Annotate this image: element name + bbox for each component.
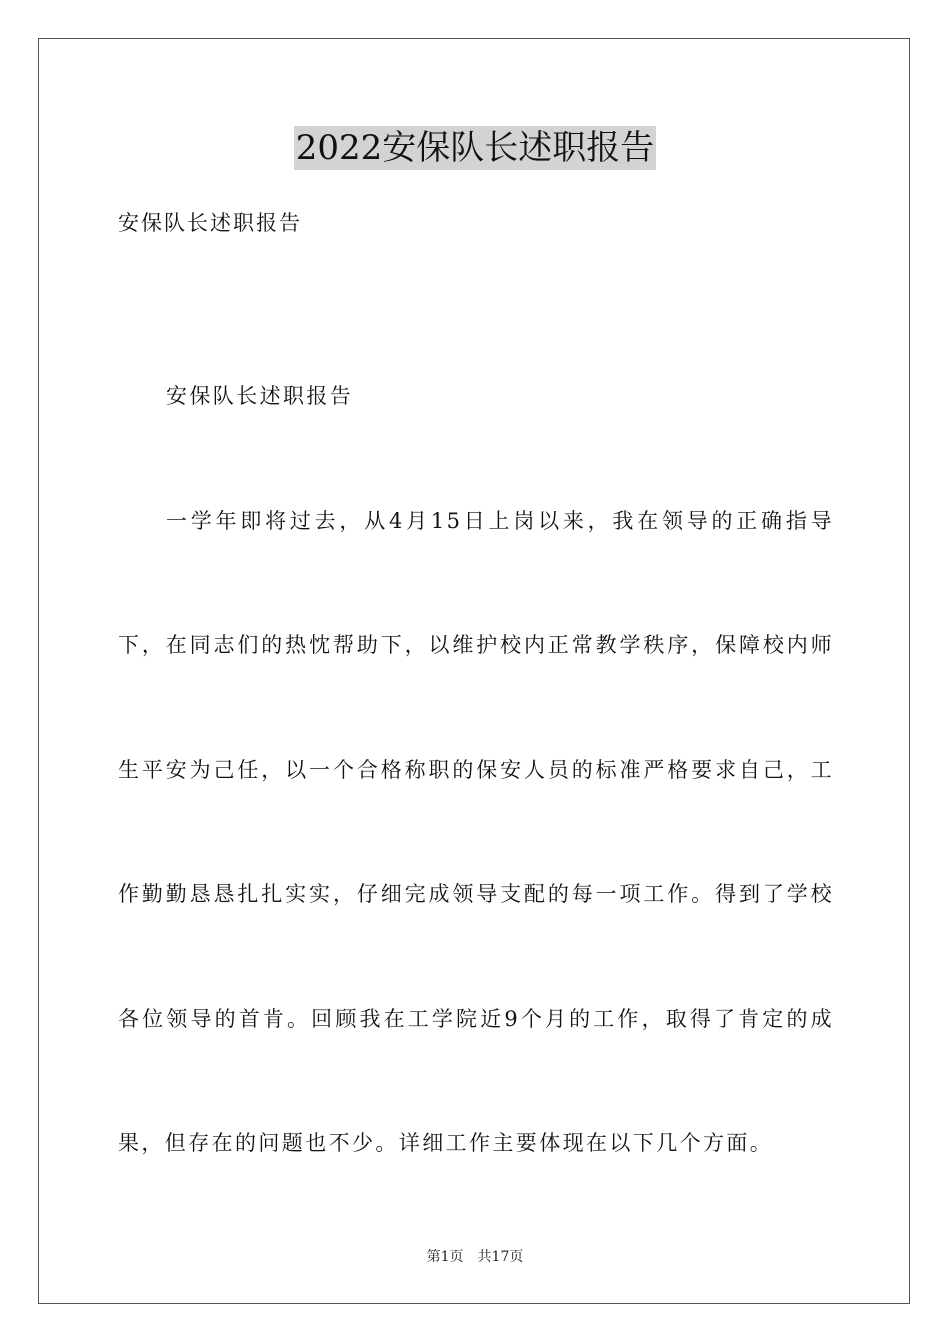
document-body (118, 334, 834, 1206)
page-total: 共17页 (477, 1249, 524, 1265)
title-container (0, 126, 950, 170)
document-title: 2022安保队长述职报告 (295, 128, 655, 168)
body-paragraph-main: 一学年即将过去，从4月15日上岗以来，我在领导的正确指导下，在同志们的热忱帮助下，以维护校内正常教学秩序，保障校内师生平安为己任，以一个合格称职的保安人员的标准严格要求自己，工作勤勤恳恳扎扎实实，仔细完成领导支配的每一项工作。得到了学校各位领导的首肯。回顾我在工学院近9个月的工作，取得了肯定的成果，但存在的问题也不少。详细工作主要体现在以下几个方面。 (118, 508, 834, 1155)
body-paragraph-heading: 安保队长述职报告 (166, 384, 354, 408)
page-footer (0, 1247, 950, 1267)
document-subtitle: 安保队长述职报告 (118, 211, 302, 235)
page-number: 第1页 (426, 1249, 464, 1265)
